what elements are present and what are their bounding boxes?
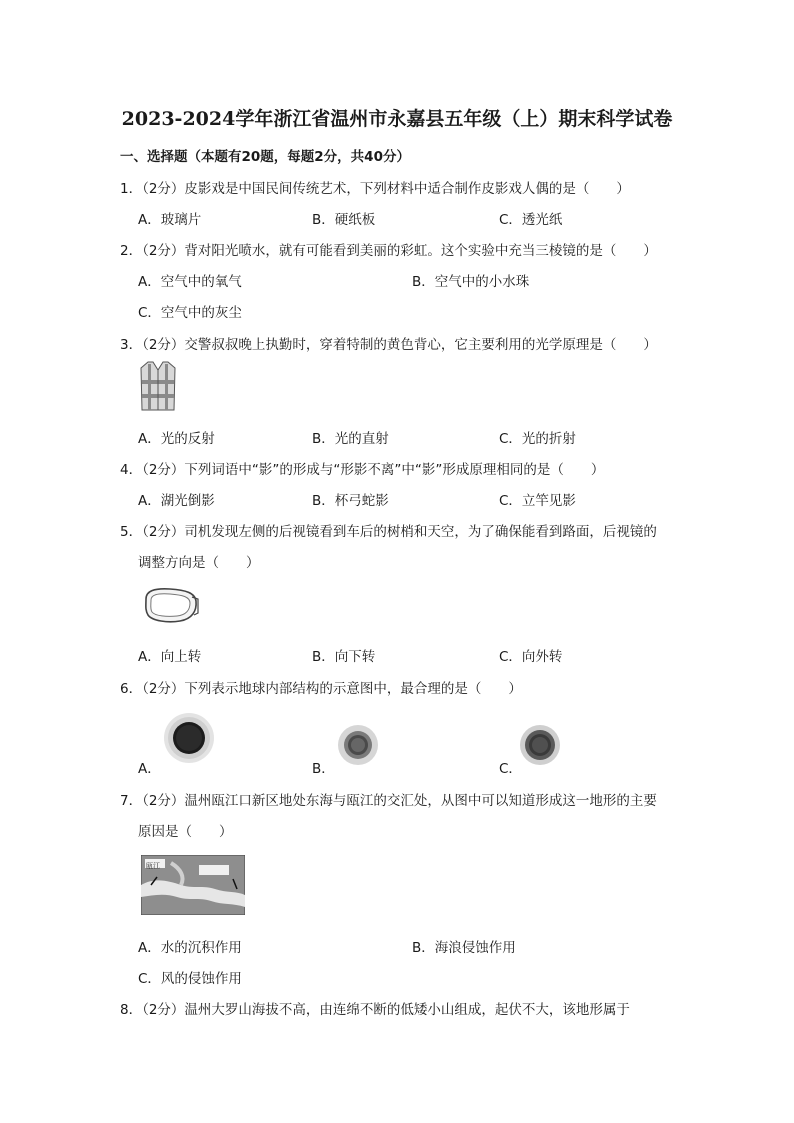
question-3 (120, 333, 657, 353)
question-1 (120, 177, 630, 197)
q4-option-a: A．湖光倒影 (138, 493, 215, 509)
question-stem: （2分）背对阳光喷水，就有可能看到美丽的彩虹。这个实验中充当三棱镜的是（ ） (142, 243, 657, 259)
earth-structure-b-image (337, 724, 379, 766)
question-8 (120, 998, 630, 1018)
question-stem: （2分）皮影戏是中国民间传统艺术，下列材料中适合制作皮影戏人偶的是（ ） (142, 181, 630, 197)
q1-option-a: A．玻璃片 (138, 212, 202, 228)
q6-option-b: B． (312, 761, 335, 777)
q5-option-c: C．向外转 (499, 649, 563, 665)
rearview-mirror-image (140, 585, 200, 627)
exam-title: 2023-2024学年浙江省温州市永嘉县五年级（上）期末科学试卷 (121, 108, 673, 130)
question-number: 6． (120, 681, 143, 697)
safety-vest-image (138, 360, 178, 414)
q4-option-b: B．杯弓蛇影 (312, 493, 389, 509)
question-number: 7． (120, 793, 143, 809)
map-label: 瓯江 (146, 862, 160, 870)
question-stem: （2分）下列表示地球内部结构的示意图中，最合理的是（ ） (142, 681, 522, 697)
section-heading: 一、选择题（本题有20题，每题2分，共40分） (120, 149, 410, 165)
question-stem: （2分）交警叔叔晚上执勤时，穿着特制的黄色背心，它主要利用的光学原理是（ ） (142, 337, 657, 353)
q5-option-b: B．向下转 (312, 649, 376, 665)
question-number: 3． (120, 337, 143, 353)
earth-structure-a-image (163, 712, 215, 764)
question-2 (120, 239, 657, 259)
q1-option-b: B．硬纸板 (312, 212, 376, 228)
question-number: 5． (120, 524, 143, 540)
question-7-continued: 原因是（ ） (138, 824, 233, 840)
question-stem: （2分）温州大罗山海拔不高，由连绵不断的低矮小山组成，起伏不大，该地形属于 (142, 1002, 630, 1018)
q7-option-c: C．风的侵蚀作用 (138, 971, 242, 987)
q6-option-c: C． (499, 761, 522, 777)
q5-option-a: A．向上转 (138, 649, 202, 665)
q1-option-c: C．透光纸 (499, 212, 563, 228)
question-5 (120, 520, 657, 540)
q7-option-b: B．海浪侵蚀作用 (412, 940, 516, 956)
q2-option-b: B．空气中的小水珠 (412, 274, 530, 290)
q7-option-a: A．水的沉积作用 (138, 940, 242, 956)
question-stem: （2分）司机发现左侧的后视镜看到车后的树梢和天空，为了确保能看到路面，后视镜的 (142, 524, 657, 540)
q3-option-b: B．光的直射 (312, 431, 389, 447)
q6-option-a: A． (138, 761, 161, 777)
question-5-continued: 调整方向是（ ） (138, 555, 260, 571)
question-number: 2． (120, 243, 143, 259)
q4-option-c: C．立竿见影 (499, 493, 576, 509)
question-stem: （2分）下列词语中“影”的形成与“形影不离”中“影”形成原理相同的是（ ） (142, 462, 605, 478)
q3-option-a: A．光的反射 (138, 431, 215, 447)
q2-option-c: C．空气中的灰尘 (138, 305, 242, 321)
q3-option-c: C．光的折射 (499, 431, 576, 447)
earth-structure-c-image (519, 724, 561, 766)
q2-option-a: A．空气中的氧气 (138, 274, 242, 290)
question-4 (120, 458, 604, 478)
question-6 (120, 677, 522, 697)
question-number: 1． (120, 181, 143, 197)
question-number: 8． (120, 1002, 143, 1018)
question-stem: （2分）温州瓯江口新区地处东海与瓯江的交汇处，从图中可以知道形成这一地形的主要 (142, 793, 657, 809)
question-number: 4． (120, 462, 143, 478)
question-7 (120, 789, 657, 809)
